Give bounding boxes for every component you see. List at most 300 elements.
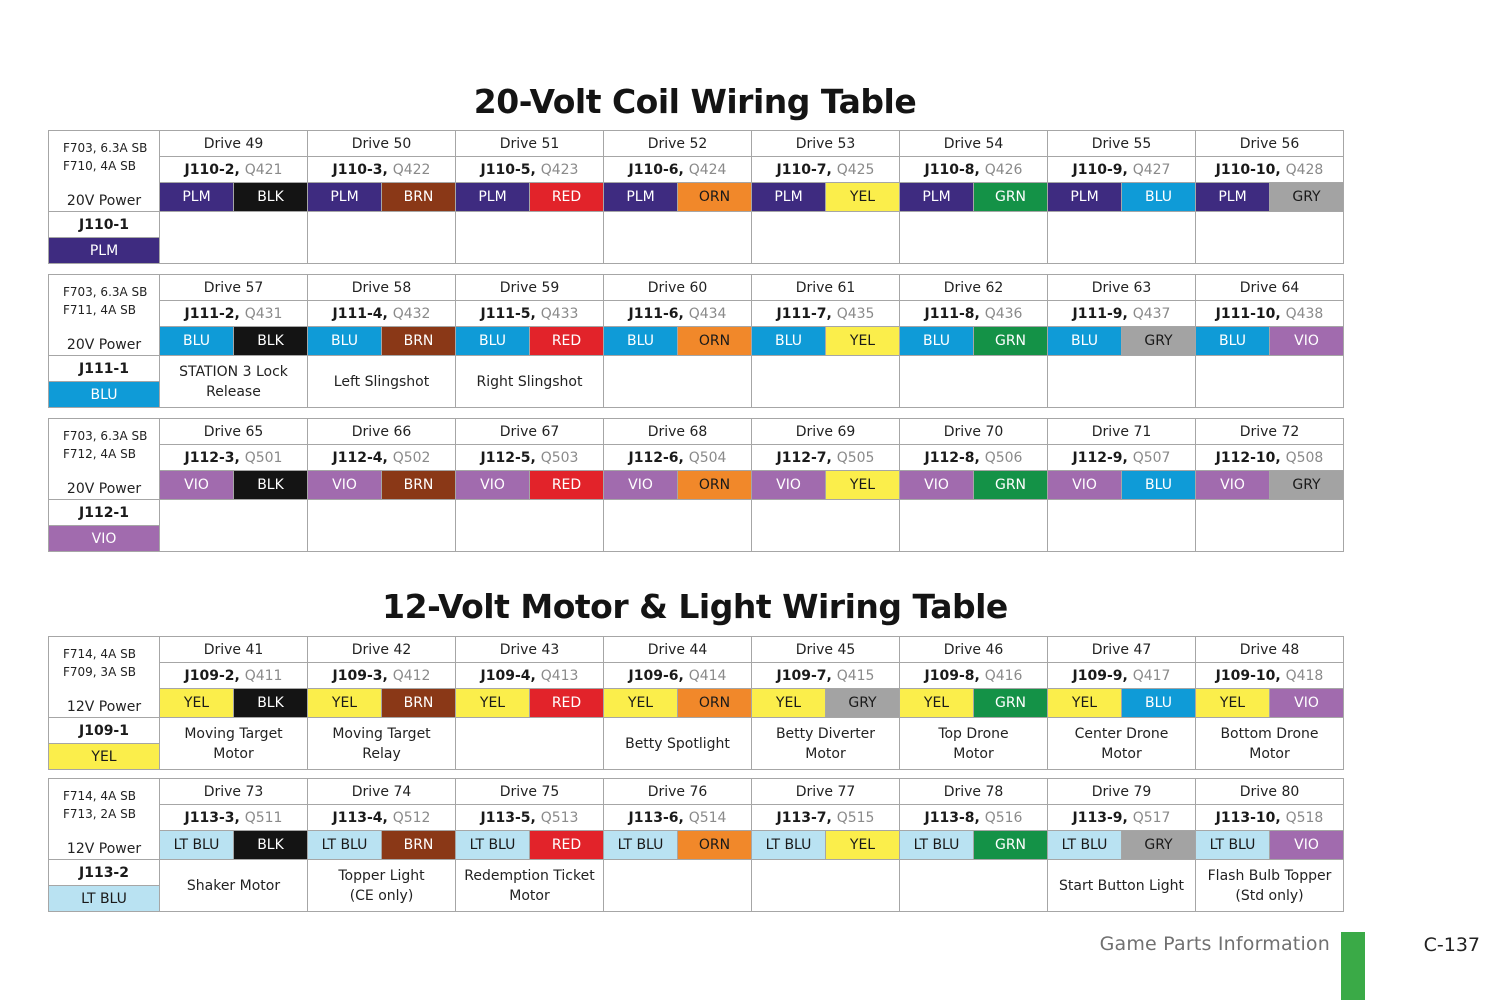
wire-color-swatch: RED [530, 183, 604, 212]
connector-pin: J112-6, [628, 449, 684, 466]
wire-color-swatch: BLU [900, 327, 974, 356]
wire-color-swatch: BLU [160, 327, 234, 356]
power-wire-color: LT BLU [49, 886, 160, 912]
wire-color-swatch: BLK [234, 689, 308, 718]
drive-name: Drive 79 [1048, 779, 1196, 805]
drive-function [604, 212, 752, 264]
wire-color-swatch: BLU [1122, 471, 1196, 500]
wire-color-swatch: GRN [974, 689, 1048, 718]
wire-color-swatch: BLK [234, 471, 308, 500]
drive-function: Top Drone Motor [900, 718, 1048, 770]
connector-pin: J109-4, [480, 667, 536, 684]
drive-function [604, 860, 752, 912]
connector-pin: J113-5, [480, 809, 536, 826]
wire-color-swatch: PLM [160, 183, 234, 212]
drive-function [752, 500, 900, 552]
power-connector: J110-1 [49, 212, 160, 238]
wire-color-swatch: GRY [826, 689, 900, 718]
power-wire-color: YEL [49, 744, 160, 770]
wire-color-swatch: BLU [1122, 689, 1196, 718]
connector-pin: J111-2, [184, 305, 240, 322]
fuse-info [49, 275, 160, 356]
drive-name: Drive 77 [752, 779, 900, 805]
wire-color-swatch: GRN [974, 831, 1048, 860]
drive-name: Drive 78 [900, 779, 1048, 805]
transistor-id: Q411 [244, 667, 283, 684]
wire-color-swatch: VIO [604, 471, 678, 500]
wire-color-swatch: LT BLU [900, 831, 974, 860]
transistor-id: Q503 [540, 449, 579, 466]
footer-accent-bar [1341, 932, 1365, 1000]
drive-name: Drive 69 [752, 419, 900, 445]
drive-connector [1196, 805, 1344, 831]
drive-function [1196, 500, 1344, 552]
connector-pin: J112-8, [924, 449, 980, 466]
drive-connector [752, 445, 900, 471]
drive-function [1048, 212, 1196, 264]
transistor-id: Q502 [392, 449, 431, 466]
drive-function [160, 500, 308, 552]
connector-pin: J110-6, [628, 161, 684, 178]
power-connector: J111-1 [49, 356, 160, 382]
wire-color-swatch: RED [530, 831, 604, 860]
drive-connector [752, 157, 900, 183]
fuse-rating: F714, 4A SB [63, 647, 136, 661]
drive-function: Bottom Drone Motor [1196, 718, 1344, 770]
connector-pin: J110-7, [776, 161, 832, 178]
drive-name: Drive 51 [456, 131, 604, 157]
wire-color-swatch: YEL [456, 689, 530, 718]
power-label: 20V Power [66, 193, 142, 209]
drive-name: Drive 80 [1196, 779, 1344, 805]
drive-function: Topper Light (CE only) [308, 860, 456, 912]
transistor-id: Q422 [392, 161, 431, 178]
transistor-id: Q437 [1132, 305, 1171, 322]
drive-name: Drive 55 [1048, 131, 1196, 157]
transistor-id: Q511 [244, 809, 283, 826]
wiring-table [48, 418, 1344, 552]
connector-pin: J112-4, [332, 449, 388, 466]
drive-connector [160, 663, 308, 689]
wire-color-swatch: PLM [900, 183, 974, 212]
drive-name: Drive 43 [456, 637, 604, 663]
drive-connector [308, 445, 456, 471]
drive-name: Drive 56 [1196, 131, 1344, 157]
drive-function [752, 356, 900, 408]
wire-color-swatch: VIO [1196, 471, 1270, 500]
connector-pin: J112-9, [1072, 449, 1128, 466]
drive-name: Drive 63 [1048, 275, 1196, 301]
drive-connector [456, 805, 604, 831]
transistor-id: Q418 [1285, 667, 1324, 684]
drive-function [456, 500, 604, 552]
connector-pin: J110-3, [332, 161, 388, 178]
drive-function: Flash Bulb Topper (Std only) [1196, 860, 1344, 912]
power-wire-color: BLU [49, 382, 160, 408]
drive-function: Shaker Motor [160, 860, 308, 912]
wire-color-swatch: RED [530, 471, 604, 500]
power-wire-color: VIO [49, 526, 160, 552]
wire-color-swatch: LT BLU [752, 831, 826, 860]
drive-name: Drive 48 [1196, 637, 1344, 663]
transistor-id: Q514 [688, 809, 727, 826]
transistor-id: Q512 [392, 809, 431, 826]
wire-color-swatch: BLK [234, 327, 308, 356]
wire-color-swatch: VIO [308, 471, 382, 500]
transistor-id: Q428 [1285, 161, 1324, 178]
wire-color-swatch: GRY [1122, 831, 1196, 860]
wire-color-swatch: GRN [974, 327, 1048, 356]
wire-color-swatch: LT BLU [604, 831, 678, 860]
wire-color-swatch: YEL [160, 689, 234, 718]
transistor-id: Q425 [836, 161, 875, 178]
drive-connector [456, 445, 604, 471]
wire-color-swatch: BLU [456, 327, 530, 356]
drive-name: Drive 76 [604, 779, 752, 805]
transistor-id: Q414 [688, 667, 727, 684]
wire-color-swatch: VIO [1270, 689, 1344, 718]
drive-function [308, 500, 456, 552]
wire-color-swatch: GRY [1270, 471, 1344, 500]
wire-color-swatch: BLU [1196, 327, 1270, 356]
drive-connector [604, 157, 752, 183]
drive-function: Center Drone Motor [1048, 718, 1196, 770]
wire-color-swatch: GRY [1122, 327, 1196, 356]
transistor-id: Q501 [244, 449, 283, 466]
connector-pin: J113-8, [924, 809, 980, 826]
drive-name: Drive 54 [900, 131, 1048, 157]
fuse-rating: F714, 4A SB [63, 789, 136, 803]
wire-color-swatch: ORN [678, 471, 752, 500]
drive-connector [900, 663, 1048, 689]
drive-name: Drive 61 [752, 275, 900, 301]
connector-pin: J112-10, [1215, 449, 1281, 466]
drive-function: Moving Target Motor [160, 718, 308, 770]
drive-connector [1196, 301, 1344, 327]
drive-connector [160, 157, 308, 183]
connector-pin: J110-5, [480, 161, 536, 178]
connector-pin: J109-7, [776, 667, 832, 684]
drive-connector [1048, 301, 1196, 327]
connector-pin: J111-8, [924, 305, 980, 322]
transistor-id: Q506 [984, 449, 1023, 466]
wire-color-swatch: VIO [160, 471, 234, 500]
drive-function [900, 356, 1048, 408]
drive-function [604, 356, 752, 408]
drive-function [308, 212, 456, 264]
wire-color-swatch: BLU [308, 327, 382, 356]
wire-color-swatch: VIO [1270, 831, 1344, 860]
drive-connector [604, 301, 752, 327]
drive-name: Drive 62 [900, 275, 1048, 301]
fuse-rating: F703, 6.3A SB [63, 429, 148, 443]
wire-color-swatch: BLK [234, 183, 308, 212]
connector-pin: J113-10, [1215, 809, 1281, 826]
drive-connector [308, 805, 456, 831]
connector-pin: J111-7, [776, 305, 832, 322]
wire-color-swatch: YEL [604, 689, 678, 718]
wire-color-swatch: PLM [752, 183, 826, 212]
transistor-id: Q504 [688, 449, 727, 466]
connector-pin: J109-10, [1215, 667, 1281, 684]
wire-color-swatch: YEL [900, 689, 974, 718]
wiring-table [48, 636, 1344, 770]
wire-color-swatch: RED [530, 327, 604, 356]
drive-function: Left Slingshot [308, 356, 456, 408]
drive-name: Drive 46 [900, 637, 1048, 663]
fuse-info [49, 637, 160, 718]
transistor-id: Q416 [984, 667, 1023, 684]
transistor-id: Q432 [392, 305, 431, 322]
drive-connector [604, 805, 752, 831]
fuse-rating: F709, 3A SB [63, 665, 136, 679]
fuse-info [49, 419, 160, 500]
connector-pin: J112-7, [776, 449, 832, 466]
wire-color-swatch: BLK [234, 831, 308, 860]
drive-function [1048, 356, 1196, 408]
fuse-rating: F713, 2A SB [63, 807, 136, 821]
drive-name: Drive 75 [456, 779, 604, 805]
drive-connector [900, 301, 1048, 327]
drive-function [752, 212, 900, 264]
transistor-id: Q433 [540, 305, 579, 322]
drive-function [1196, 356, 1344, 408]
transistor-id: Q513 [540, 809, 579, 826]
drive-function [1048, 500, 1196, 552]
transistor-id: Q518 [1285, 809, 1324, 826]
drive-name: Drive 58 [308, 275, 456, 301]
wire-color-swatch: LT BLU [1196, 831, 1270, 860]
power-label: 12V Power [66, 699, 142, 715]
connector-pin: J113-3, [184, 809, 240, 826]
drive-connector [752, 805, 900, 831]
drive-function [752, 860, 900, 912]
connector-pin: J113-4, [332, 809, 388, 826]
connector-pin: J112-3, [184, 449, 240, 466]
wire-color-swatch: YEL [826, 471, 900, 500]
connector-pin: J110-2, [184, 161, 240, 178]
wire-color-swatch: YEL [1196, 689, 1270, 718]
transistor-id: Q516 [984, 809, 1023, 826]
drive-name: Drive 49 [160, 131, 308, 157]
drive-connector [900, 805, 1048, 831]
drive-connector [1048, 805, 1196, 831]
drive-function [456, 718, 604, 770]
wiring-table [48, 274, 1344, 408]
transistor-id: Q436 [984, 305, 1023, 322]
transistor-id: Q427 [1132, 161, 1171, 178]
transistor-id: Q415 [836, 667, 875, 684]
connector-pin: J113-7, [776, 809, 832, 826]
connector-pin: J111-6, [628, 305, 684, 322]
power-connector: J109-1 [49, 718, 160, 744]
wiring-table [48, 778, 1344, 912]
wire-color-swatch: LT BLU [308, 831, 382, 860]
fuse-rating: F711, 4A SB [63, 303, 136, 317]
footer-label: Game Parts Information [1099, 933, 1330, 955]
transistor-id: Q508 [1285, 449, 1324, 466]
transistor-id: Q424 [688, 161, 727, 178]
wire-color-swatch: PLM [604, 183, 678, 212]
transistor-id: Q434 [688, 305, 727, 322]
drive-name: Drive 64 [1196, 275, 1344, 301]
drive-name: Drive 44 [604, 637, 752, 663]
drive-name: Drive 60 [604, 275, 752, 301]
wire-color-swatch: VIO [752, 471, 826, 500]
wire-color-swatch: BLU [1048, 327, 1122, 356]
drive-function [900, 500, 1048, 552]
transistor-id: Q412 [392, 667, 431, 684]
drive-function: Moving Target Relay [308, 718, 456, 770]
transistor-id: Q438 [1285, 305, 1324, 322]
wire-color-swatch: ORN [678, 327, 752, 356]
drive-name: Drive 52 [604, 131, 752, 157]
drive-function: Start Button Light [1048, 860, 1196, 912]
connector-pin: J111-10, [1215, 305, 1281, 322]
drive-function: Redemption Ticket Motor [456, 860, 604, 912]
drive-name: Drive 41 [160, 637, 308, 663]
drive-name: Drive 57 [160, 275, 308, 301]
wire-color-swatch: PLM [1048, 183, 1122, 212]
drive-connector [900, 445, 1048, 471]
power-label: 12V Power [66, 841, 142, 857]
drive-function: Betty Spotlight [604, 718, 752, 770]
wire-color-swatch: PLM [308, 183, 382, 212]
fuse-info [49, 779, 160, 860]
wire-color-swatch: YEL [826, 831, 900, 860]
drive-name: Drive 68 [604, 419, 752, 445]
drive-function [160, 212, 308, 264]
drive-connector [1196, 663, 1344, 689]
wire-color-swatch: YEL [826, 327, 900, 356]
drive-function: Right Slingshot [456, 356, 604, 408]
transistor-id: Q507 [1132, 449, 1171, 466]
drive-connector [456, 663, 604, 689]
wiring-table [48, 130, 1344, 264]
wire-color-swatch: GRN [974, 471, 1048, 500]
connector-pin: J110-8, [924, 161, 980, 178]
drive-connector [456, 301, 604, 327]
transistor-id: Q421 [244, 161, 283, 178]
drive-name: Drive 65 [160, 419, 308, 445]
drive-connector [1196, 445, 1344, 471]
drive-function [1196, 212, 1344, 264]
wire-color-swatch: GRN [974, 183, 1048, 212]
drive-connector [308, 301, 456, 327]
wire-color-swatch: VIO [900, 471, 974, 500]
power-label: 20V Power [66, 481, 142, 497]
drive-function [604, 500, 752, 552]
section-title: 12-Volt Motor & Light Wiring Table [382, 587, 1008, 626]
drive-name: Drive 50 [308, 131, 456, 157]
wire-color-swatch: VIO [456, 471, 530, 500]
drive-connector [752, 301, 900, 327]
wire-color-swatch: YEL [826, 183, 900, 212]
drive-function [900, 860, 1048, 912]
connector-pin: J111-5, [480, 305, 536, 322]
drive-name: Drive 45 [752, 637, 900, 663]
drive-function [900, 212, 1048, 264]
connector-pin: J113-9, [1072, 809, 1128, 826]
transistor-id: Q417 [1132, 667, 1171, 684]
wire-color-swatch: YEL [1048, 689, 1122, 718]
connector-pin: J109-9, [1072, 667, 1128, 684]
wire-color-swatch: BLU [752, 327, 826, 356]
transistor-id: Q435 [836, 305, 875, 322]
connector-pin: J109-3, [332, 667, 388, 684]
connector-pin: J109-6, [628, 667, 684, 684]
wire-color-swatch: ORN [678, 183, 752, 212]
connector-pin: J112-5, [480, 449, 536, 466]
wire-color-swatch: VIO [1270, 327, 1344, 356]
wire-color-swatch: GRY [1270, 183, 1344, 212]
drive-connector [1048, 157, 1196, 183]
transistor-id: Q517 [1132, 809, 1171, 826]
wire-color-swatch: BLU [1122, 183, 1196, 212]
drive-name: Drive 47 [1048, 637, 1196, 663]
wire-color-swatch: LT BLU [160, 831, 234, 860]
drive-connector [160, 301, 308, 327]
connector-pin: J109-2, [184, 667, 240, 684]
fuse-rating: F703, 6.3A SB [63, 285, 148, 299]
drive-connector [604, 663, 752, 689]
fuse-rating: F703, 6.3A SB [63, 141, 148, 155]
fuse-info [49, 131, 160, 212]
fuse-rating: F712, 4A SB [63, 447, 136, 461]
drive-name: Drive 71 [1048, 419, 1196, 445]
wire-color-swatch: LT BLU [1048, 831, 1122, 860]
power-connector: J113-2 [49, 860, 160, 886]
drive-function: Betty Diverter Motor [752, 718, 900, 770]
connector-pin: J110-9, [1072, 161, 1128, 178]
power-label: 20V Power [66, 337, 142, 353]
drive-name: Drive 42 [308, 637, 456, 663]
drive-name: Drive 73 [160, 779, 308, 805]
wire-color-swatch: ORN [678, 831, 752, 860]
wire-color-swatch: VIO [1048, 471, 1122, 500]
drive-function: STATION 3 Lock Release [160, 356, 308, 408]
power-wire-color: PLM [49, 238, 160, 264]
drive-connector [752, 663, 900, 689]
wire-color-swatch: RED [530, 689, 604, 718]
transistor-id: Q423 [540, 161, 579, 178]
drive-name: Drive 72 [1196, 419, 1344, 445]
connector-pin: J110-10, [1215, 161, 1281, 178]
transistor-id: Q505 [836, 449, 875, 466]
drive-connector [308, 157, 456, 183]
wire-color-swatch: BRN [382, 831, 456, 860]
power-connector: J112-1 [49, 500, 160, 526]
drive-name: Drive 66 [308, 419, 456, 445]
drive-name: Drive 53 [752, 131, 900, 157]
wire-color-swatch: BRN [382, 471, 456, 500]
wire-color-swatch: PLM [1196, 183, 1270, 212]
wire-color-swatch: LT BLU [456, 831, 530, 860]
drive-name: Drive 74 [308, 779, 456, 805]
drive-name: Drive 67 [456, 419, 604, 445]
fuse-rating: F710, 4A SB [63, 159, 136, 173]
connector-pin: J109-8, [924, 667, 980, 684]
wire-color-swatch: BRN [382, 183, 456, 212]
connector-pin: J111-4, [332, 305, 388, 322]
drive-connector [1048, 663, 1196, 689]
wire-color-swatch: ORN [678, 689, 752, 718]
drive-connector [160, 445, 308, 471]
page-number: C-137 [1423, 934, 1480, 956]
drive-name: Drive 70 [900, 419, 1048, 445]
transistor-id: Q515 [836, 809, 875, 826]
drive-connector [160, 805, 308, 831]
